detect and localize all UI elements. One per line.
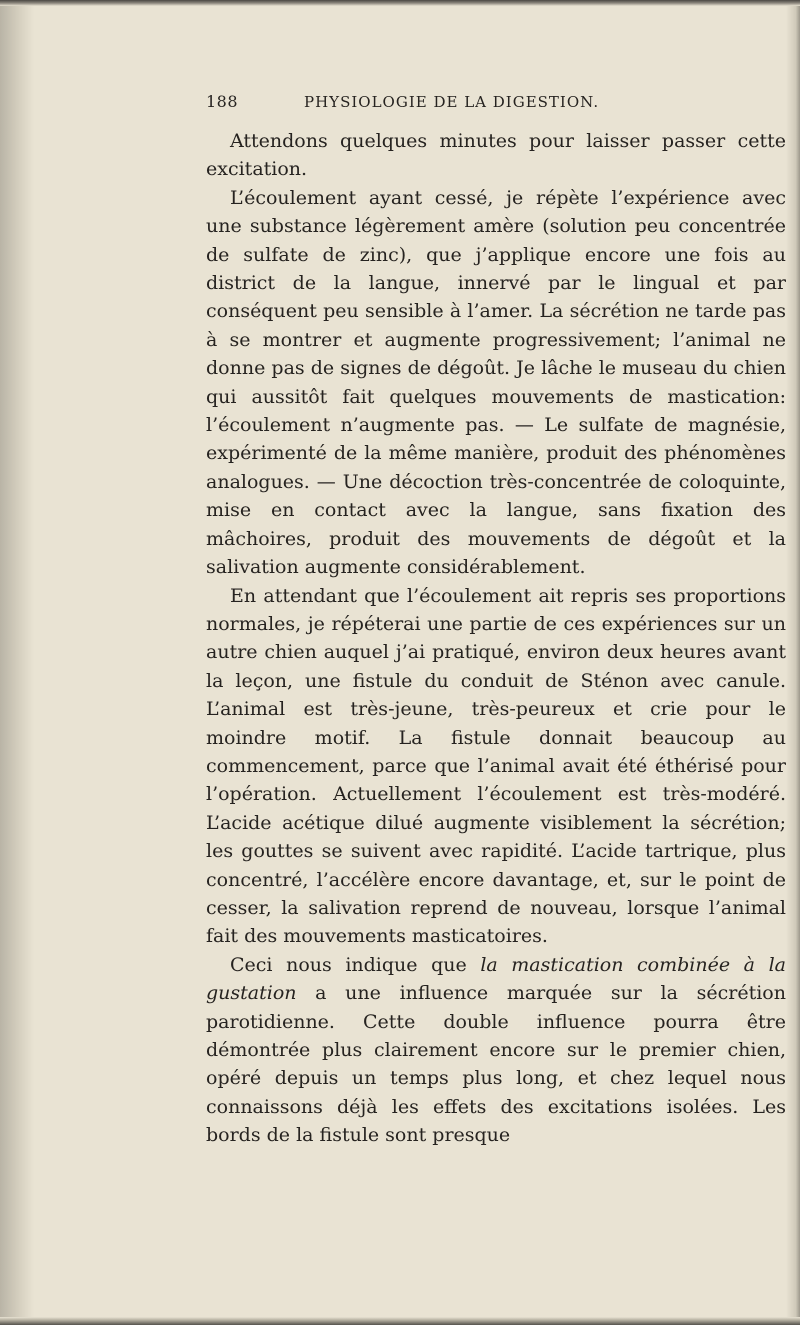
- paragraph-4-text-after: a une influence marquée sur la sécrétion parotidienne. Cette double influence pourra être démontrée plus clairement encore sur le premier chien, opéré depuis un temps plus long, et chez lequel nous connaissons déjà les effets des excitations isolées. Les bords de la fistule sont presque: [206, 982, 786, 1147]
- page-bottom-edge: [0, 1317, 800, 1325]
- page-top-edge: [0, 0, 800, 6]
- page-right-shadow: [786, 0, 800, 1325]
- paragraph-1: Attendons quelques minutes pour laisser passer cette excitation.: [206, 130, 786, 181]
- page-number: 188: [206, 92, 239, 111]
- running-title: PHYSIOLOGIE DE LA DIGESTION.: [304, 93, 600, 111]
- page-left-shadow: [0, 0, 34, 1325]
- body-text: [206, 127, 786, 1150]
- page-header: [206, 90, 796, 114]
- paragraph-3: En attendant que l’écoulement ait repris ses proportions normales, je répéterai une partie de ces expériences sur un autre chien auquel j’ai pratiqué, environ deux heures avant la leçon, une fistule du conduit de Sténon avec canule. L’animal est très-jeune, très-peureux et crie pour le moindre motif. La fistule donnait beaucoup au commencement, parce que l’animal avait été éthérisé pour l’opération. Actuellement l’écoulement est très-modéré. L’acide acétique dilué augmente visiblement la sécrétion; les gouttes se suivent avec rapidité. L’acide tartrique, plus concentré, l’accélère encore davantage, et, sur le point de cesser, la salivation reprend de nouveau, lorsque l’animal fait des mouvements masticatoires.: [206, 584, 786, 948]
- paragraph-4: [206, 951, 786, 1150]
- paragraph-2: L’écoulement ayant cessé, je répète l’expérience avec une substance légèrement amère (solution peu concentrée de sulfate de zinc), que j’applique encore une fois au district de la langue, innervé par le lingual et par conséquent peu sensible à l’amer. La sécrétion ne tarde pas à se montrer et augmente progressivement; l’animal ne donne pas de signes de dégoût. Je lâche le museau du chien qui aussitôt fait quelques mouvements de mastication: l’écoulement n’augmente pas. — Le sulfate de magnésie, expérimenté de la même manière, produit des phénomènes analogues. — Une décoction très-concentrée de coloquinte, mise en contact avec la langue, sans fixation des mâchoires, produit des mouvements de dégoût et la salivation augmente considérablement.: [206, 186, 786, 579]
- paragraph-4-emphasis: la mastication combinée à la gustation: [206, 953, 786, 1005]
- paragraph-4-text-before: Ceci nous indique que: [230, 953, 481, 976]
